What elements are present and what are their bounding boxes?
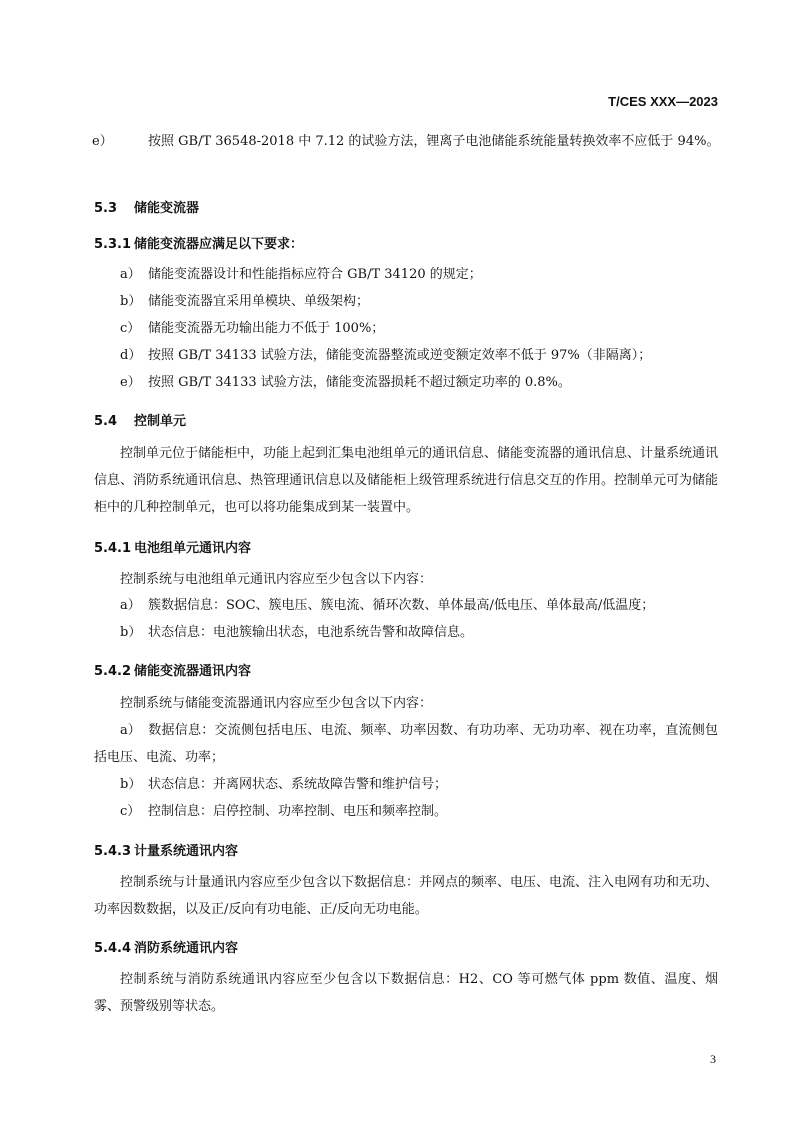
section-heading-5-3-1: 5.3.1 储能变流器应满足以下要求：	[94, 237, 304, 252]
list-item: b） 储能变流器宜采用单模块、单级架构；	[120, 294, 370, 309]
list-item: c） 控制信息：启停控制、功率控制、电压和频率控制。	[120, 804, 448, 819]
page-number: 3	[710, 1052, 716, 1066]
list-item: e） 按照 GB/T 34133 试验方法，储能变流器损耗不超过额定功率的 0.8%。	[120, 375, 571, 390]
list-item: a） 储能变流器设计和性能指标应符合 GB/T 34120 的规定；	[120, 267, 482, 282]
paragraph-5-4-4: 控制系统与消防系统通讯内容应至少包含以下数据信息：H2、CO 等可燃气体 ppm 数值、温度、烟雾、预警级别等状态。	[94, 972, 718, 1014]
section-heading-5-4: 5.4 控制单元	[94, 414, 187, 429]
list-item: b） 状态信息：并离网状态、系统故障告警和维护信号；	[120, 777, 448, 792]
list-item: d） 按照 GB/T 34133 试验方法，储能变流器整流或逆变额定效率不低于 97%（非隔离）；	[120, 348, 652, 363]
paragraph-5-4-3: 控制系统与计量通讯内容应至少包含以下数据信息：并网点的频率、电压、电流、注入电网有功和无功、功率因数数据，以及正/反向有功电能、正/反向无功电能。	[94, 875, 719, 917]
section-heading-5-3: 5.3 储能变流器	[94, 201, 200, 216]
section-heading-5-4-1: 5.4.1 电池组单元通讯内容	[94, 541, 252, 556]
intro-5-4-1: 控制系统与电池组单元通讯内容应至少包含以下内容：	[120, 572, 433, 587]
item-label: e）	[92, 134, 113, 149]
intro-5-4-2: 控制系统与储能变流器通讯内容应至少包含以下内容：	[120, 696, 433, 711]
document-code: T/CES XXX—2023	[608, 94, 718, 109]
list-item: c） 储能变流器无功输出能力不低于 100%；	[120, 321, 385, 336]
list-item	[92, 128, 720, 156]
list-item: b） 状态信息：电池簇输出状态，电池系统告警和故障信息。	[120, 625, 474, 640]
section-heading-5-4-3: 5.4.3 计量系统通讯内容	[94, 844, 239, 859]
paragraph-5-4: 控制单元位于储能柜中，功能上起到汇集电池组单元的通讯信息、储能变流器的通讯信息、计量系统通讯信息、消防系统通讯信息、热管理通讯信息以及储能柜上级管理系统进行信息交互的作用。控制单元可为储能柜中的几种控制单元，也可以将功能集成到某一装置中。	[94, 446, 719, 515]
item-text: 按照 GB/T 36548-2018 中 7.12 的试验方法，锂离子电池储能系统能量转换效率不应低于 94%。	[148, 134, 720, 149]
section-heading-5-4-4: 5.4.4 消防系统通讯内容	[94, 941, 239, 956]
list-item: a） 簇数据信息：SOC、簇电压、簇电流、循环次数、单体最高/低电压、单体最高/低温度；	[120, 598, 655, 613]
list-item: a） 数据信息：交流侧包括电压、电流、频率、功率因数、有功功率、无功功率、视在功率，直流侧包括电压、电流、功率；	[94, 723, 718, 765]
section-heading-5-4-2: 5.4.2 储能变流器通讯内容	[94, 664, 252, 679]
